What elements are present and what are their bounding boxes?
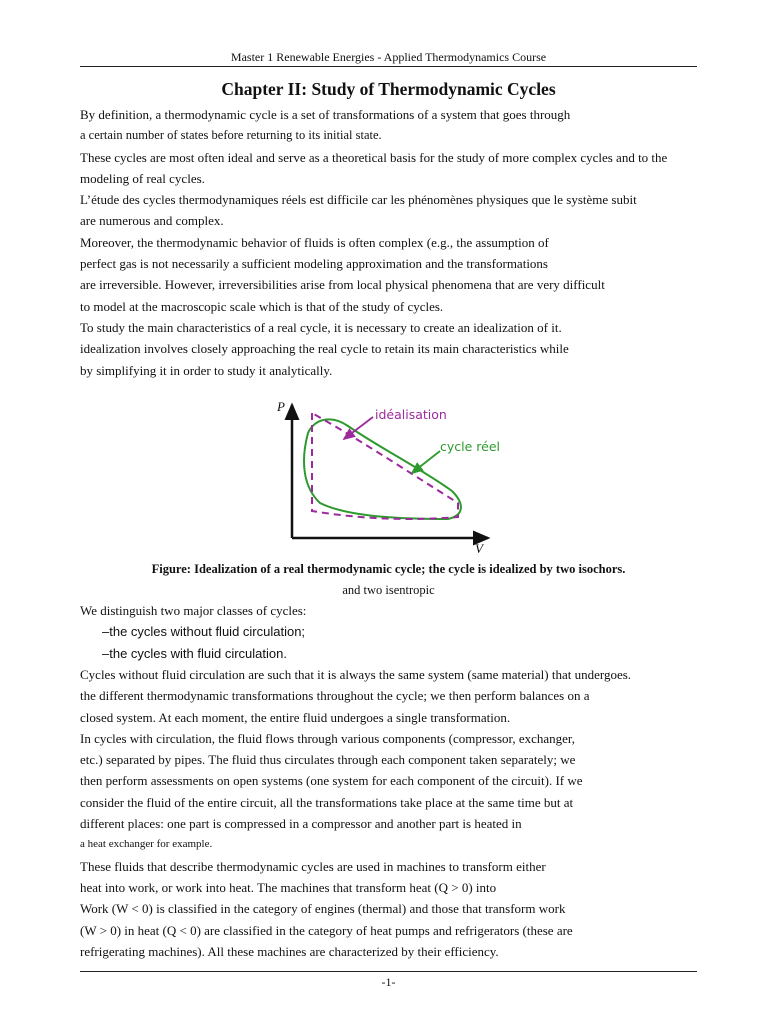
text-line: the different thermodynamic transformations throughout the cycle; we then perform balances on a (80, 688, 590, 704)
text-line: are irreversible. However, irreversibilities arise from local physical phenomena that are very difficult (80, 277, 605, 293)
text-line: refrigerating machines). All these machines are characterized by their efficiency. (80, 943, 499, 959)
real-cycle-arrow (412, 451, 440, 473)
text-line: L’étude des cycles thermodynamiques réels est difficile car les phénomènes physiques que le système subit (80, 192, 637, 208)
text-line: To study the main characteristics of a real cycle, it is necessary to create an idealization of it. (80, 319, 562, 335)
body-paragraphs (80, 664, 700, 962)
text-line: a heat exchanger for example. (80, 838, 213, 851)
real-cycle-label: cycle réel (440, 439, 500, 454)
page-header: Master 1 Renewable Energies - Applied Thermodynamics Course (230, 50, 547, 64)
text-line: etc.) separated by pipes. The fluid thus circulates through each component taken separately; we (80, 752, 576, 768)
real-cycle-curve (304, 419, 461, 519)
text-line: Moreover, the thermodynamic behavior of fluids is often complex (e.g., the assumption of (80, 234, 549, 250)
text-line: consider the fluid of the entire circuit, all the transformations take place at the same time but at (80, 794, 574, 810)
cycle-classes (80, 600, 700, 664)
pv-cycle-figure (270, 393, 510, 558)
text-line: idealization involves closely approaching the real cycle to retain its main characteristics while (80, 341, 569, 357)
idealized-cycle-curve (312, 413, 458, 519)
text-line: then perform assessments on open systems (one system for each component of the circuit). If we (80, 773, 583, 789)
text-line: These cycles are most often ideal and serve as a theoretical basis for the study of more complex cycles and to the (80, 149, 668, 165)
v-axis-label: V (475, 541, 483, 556)
text-line: Work (W < 0) is classified in the category of engines (thermal) and those that transform work (80, 901, 566, 917)
text-line: In cycles with circulation, the fluid flows through various components (compressor, exchanger, (80, 730, 575, 746)
text-line: Cycles without fluid circulation are such that it is always the same system (same material) that undergoes. (80, 667, 632, 682)
text-line: By definition, a thermodynamic cycle is a set of transformations of a system that goes through (80, 107, 571, 122)
classes-intro: We distinguish two major classes of cycles: (80, 603, 307, 618)
class-item: –the cycles without fluid circulation; (102, 624, 306, 640)
class-item: –the cycles with fluid circulation. (102, 645, 287, 661)
text-line: perfect gas is not necessarily a sufficient modeling approximation and the transformations (80, 256, 548, 272)
text-line: to model at the macroscopic scale which is that of the study of cycles. (80, 298, 444, 314)
chapter-title: Chapter II: Study of Thermodynamic Cycles (221, 79, 556, 99)
text-line: modeling of real cycles. (80, 170, 205, 186)
idealisation-label: idéalisation (375, 407, 447, 422)
footer-rule (80, 971, 697, 972)
header-rule (80, 66, 697, 67)
text-line: by simplifying it in order to study it analytically. (80, 362, 333, 378)
text-line: heat into work, or work into heat. The machines that transform heat (Q > 0) into (80, 879, 497, 895)
intro-paragraphs (80, 104, 700, 381)
text-line: different places: one part is compressed in a compressor and another part is heated in (80, 816, 522, 832)
idealisation-arrow (344, 417, 373, 439)
text-line: closed system. At each moment, the entire fluid undergoes a single transformation. (80, 709, 511, 725)
text-line: These fluids that describe thermodynamic cycles are used in machines to transform either (80, 858, 546, 874)
figure-caption: Figure: Idealization of a real thermodynamic cycle; the cycle is idealized by two isochors. (151, 562, 626, 576)
pv-diagram (270, 393, 510, 558)
text-line: (W > 0) in heat (Q < 0) are classified in the category of heat pumps and refrigerators (these are (80, 922, 573, 938)
page-number: -1- (381, 975, 396, 989)
figure-caption-continued: and two isentropic (342, 583, 435, 597)
p-axis-label: P (277, 399, 285, 414)
text-line: a certain number of states before returning to its initial state. (80, 128, 382, 143)
text-line: are numerous and complex. (80, 213, 224, 229)
